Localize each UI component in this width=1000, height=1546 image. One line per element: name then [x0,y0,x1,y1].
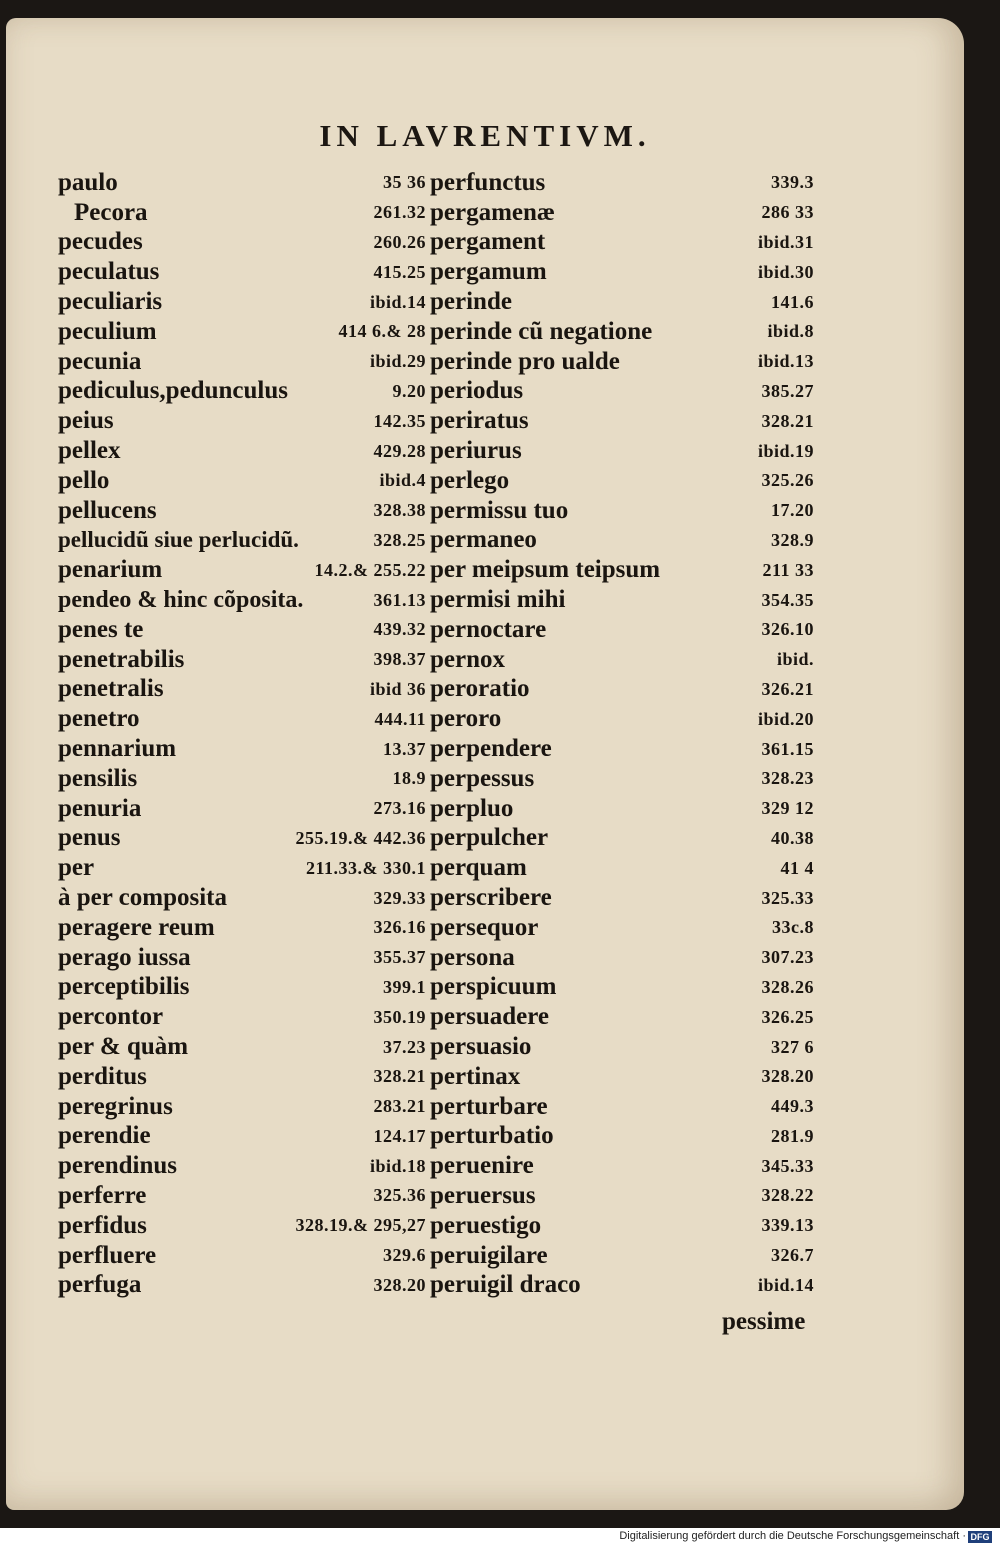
page-reference: 339.3 [771,172,814,193]
index-term: permaneo [430,526,537,554]
index-entry [58,764,426,794]
index-term: penuria [58,794,142,822]
index-term: periratus [430,407,529,435]
page-reference: 326.16 [373,917,426,938]
index-entry [58,168,426,198]
index-entry [430,1032,814,1062]
index-entry [430,168,814,198]
index-entry [58,1181,426,1211]
index-entry [430,1002,814,1032]
index-term: peruenire [430,1152,534,1180]
page-reference: 325.26 [761,470,814,491]
index-term: perturbatio [430,1122,554,1150]
index-entry [430,973,814,1003]
index-term: penarium [58,556,163,584]
index-entry [58,526,426,556]
index-term: perago iussa [58,943,191,971]
page-reference: 350.19 [373,1006,426,1027]
index-term: perendie [58,1122,151,1150]
index-entry [58,1241,426,1271]
page-reference: 328.20 [761,1066,814,1087]
page-reference: ibid.14 [757,1274,814,1295]
page-reference: 17.20 [771,500,814,521]
left-index-column [58,168,426,1300]
index-entry [58,377,426,407]
index-term: peculatus [58,258,160,286]
index-entry [430,1181,814,1211]
page-reference: 414 6.& 28 [338,321,426,342]
index-entry [430,645,814,675]
index-entry [430,764,814,794]
page-reference: 398.37 [373,649,426,670]
index-term: perfunctus [430,168,546,196]
page-reference: ibid.19 [757,440,814,461]
index-term: perinde [430,288,512,316]
index-entry [58,406,426,436]
index-term: per [58,854,95,882]
page-reference: 255.19.& 442.36 [295,827,426,848]
index-term: peculiaris [58,288,163,316]
index-term: perditus [58,1062,147,1090]
index-entry [430,287,814,317]
index-entry [430,913,814,943]
index-entry [430,943,814,973]
index-entry [58,853,426,883]
page-reference: 328.19.& 295,27 [295,1215,426,1236]
index-term: peragere reum [58,913,215,941]
index-entry [58,1211,426,1241]
index-entry [58,943,426,973]
index-entry [430,466,814,496]
index-term: persona [430,943,515,971]
page-reference: 449.3 [771,1096,814,1117]
index-term: peculium [58,317,157,345]
index-entry [58,1122,426,1152]
index-entry [430,347,814,377]
index-term: perturbare [430,1092,548,1120]
index-entry [430,853,814,883]
page-reference: 286 33 [761,202,814,223]
page-reference: ibid.8 [767,321,814,342]
index-term: perpulcher [430,824,549,852]
index-term: perceptibilis [58,973,190,1001]
index-term: penes te [58,615,144,643]
index-term: pernoctare [430,615,547,643]
page-reference: 361.15 [761,738,814,759]
index-term: perinde cũ negatione [430,317,653,345]
index-entry [430,526,814,556]
index-entry [58,1002,426,1032]
index-term: perferre [58,1181,147,1209]
index-entry [430,1151,814,1181]
index-term: perfuga [58,1271,142,1299]
page-reference: 329.6 [383,1245,426,1266]
page-reference: 399.1 [383,976,426,997]
index-term: permissu tuo [430,496,569,524]
index-term: persuadere [430,1003,549,1031]
index-term: periodus [430,377,524,405]
index-term: pendeo & hinc cõposita. [58,586,304,613]
page-reference: 41 4 [780,857,814,878]
page-reference: 141.6 [771,291,814,312]
index-entry [430,1092,814,1122]
index-entry [430,377,814,407]
index-entry [58,466,426,496]
index-term: pergamenæ [430,198,555,226]
page-reference: 355.37 [373,947,426,968]
index-entry [430,406,814,436]
book-page [6,18,964,1510]
page-reference: ibid 36 [369,678,426,699]
page-reference: ibid.30 [757,261,814,282]
index-term: perlego [430,466,510,494]
index-term: pergament [430,228,546,256]
index-entry [58,645,426,675]
index-entry [58,675,426,705]
index-term: persuasio [430,1033,532,1060]
index-term: pecunia [58,347,142,375]
index-term: pernox [430,645,505,673]
index-entry [430,1241,814,1271]
page-reference: ibid.31 [757,231,814,252]
index-entry [430,824,814,854]
index-entry [58,436,426,466]
catchword: pessime [722,1308,806,1335]
index-entry [58,1270,426,1300]
index-term: pellex [58,437,121,465]
index-term: pennarium [58,735,177,763]
index-entry [430,794,814,824]
page-reference: 354.35 [761,589,814,610]
page-reference: 326.25 [761,1006,814,1027]
index-term: pellucens [58,496,157,524]
index-entry [58,794,426,824]
index-entry [58,1151,426,1181]
page-reference: 361.13 [373,589,426,610]
index-entry [58,1092,426,1122]
index-term: peruigilare [430,1241,548,1269]
index-term: Pecora [74,198,148,226]
page-reference: ibid.18 [369,1155,426,1176]
index-term: per & quàm [58,1033,189,1060]
index-term: pertinax [430,1062,521,1090]
index-term: perfidus [58,1211,147,1239]
index-term: pecudes [58,228,143,256]
right-index-column [430,168,814,1300]
page-reference: 307.23 [761,947,814,968]
index-entry [430,228,814,258]
index-entry [58,555,426,585]
index-entry [430,436,814,466]
index-term: pellucidũ siue perlucidũ. [58,527,299,553]
index-entry [430,198,814,228]
page-reference: 444.11 [374,708,426,729]
index-entry [430,883,814,913]
page-reference: 13.37 [383,738,426,759]
index-entry [58,317,426,347]
index-term: peregrinus [58,1092,173,1120]
index-term: persequor [430,913,539,941]
page-reference: ibid.29 [369,351,426,372]
page-reference: 325.33 [761,887,814,908]
page-reference: ibid.13 [757,351,814,372]
index-term: perpluo [430,794,514,822]
page-reference: 385.27 [761,380,814,401]
page-reference: 211.33.& 330.1 [305,857,426,878]
index-entry [58,1032,426,1062]
page-reference: 37.23 [383,1036,426,1057]
page-reference: 283.21 [373,1096,426,1117]
page-reference: 327 6 [771,1036,814,1057]
page-reference: ibid.14 [369,291,426,312]
index-term: per meipsum teipsum [430,556,661,584]
index-entry [58,734,426,764]
index-entry [430,675,814,705]
index-entry [430,1270,814,1300]
page-reference: 329 12 [761,798,814,819]
index-entry [430,1211,814,1241]
index-term: peruestigo [430,1211,542,1239]
index-term: penetralis [58,675,164,703]
index-term: penetro [58,705,140,733]
index-entry [58,824,426,854]
page-reference: 326.21 [761,678,814,699]
page-reference: ibid.20 [757,708,814,729]
page-reference: 439.32 [373,619,426,640]
index-term: percontor [58,1003,164,1031]
index-entry [58,913,426,943]
index-term: pensilis [58,764,138,792]
page-reference: 345.33 [761,1155,814,1176]
index-entry [430,496,814,526]
index-term: perspicuum [430,973,557,1001]
page-reference: 33c.8 [772,917,814,938]
index-entry [430,734,814,764]
page-reference: 124.17 [373,1125,426,1146]
page-reference: 329.33 [373,887,426,908]
index-entry [58,973,426,1003]
index-term: penetrabilis [58,645,185,673]
index-term: perinde pro ualde [430,347,620,375]
page-reference: 429.28 [373,440,426,461]
dfg-logo: DFG [968,1531,992,1543]
page-reference: 328.25 [373,529,426,550]
index-term: peroro [430,705,502,733]
page-reference: ibid. [776,649,814,670]
index-entry [430,585,814,615]
index-entry [58,704,426,734]
page-reference: 326.10 [761,619,814,640]
page-reference: 9.20 [392,380,426,401]
index-term: periurus [430,437,522,465]
index-entry [58,198,426,228]
page-reference: 281.9 [771,1125,814,1146]
index-entry [430,257,814,287]
index-entry [58,347,426,377]
index-term: perpessus [430,764,535,792]
page-reference: 211 33 [762,559,814,580]
index-entry [58,496,426,526]
page-reference: 328.26 [761,976,814,997]
index-entry [430,555,814,585]
index-term: penus [58,824,121,852]
page-reference: 325.36 [373,1185,426,1206]
index-entry [430,1122,814,1152]
page-reference: 328.21 [373,1066,426,1087]
page-reference: 40.38 [771,827,814,848]
page-reference: 328.21 [761,410,814,431]
page-reference: 328.9 [771,529,814,550]
index-term: perendinus [58,1152,178,1180]
page-reference: 339.13 [761,1215,814,1236]
index-term: peruigil draco [430,1271,581,1299]
index-entry [58,257,426,287]
page-reference: 260.26 [373,231,426,252]
page-reference: 415.25 [373,261,426,282]
index-term: paulo [58,168,118,196]
page-title: IN LAVRENTIVM. [319,118,651,153]
index-term: peroratio [430,675,530,703]
index-term: pello [58,466,110,494]
index-entry [58,287,426,317]
index-term: peius [58,407,114,435]
page-reference: 261.32 [373,202,426,223]
index-term: peruersus [430,1181,536,1209]
index-entry [430,615,814,645]
index-term: perpendere [430,735,552,763]
index-entry [58,585,426,615]
page-reference: 18.9 [392,768,426,789]
index-entry [58,615,426,645]
index-term: permisi mihi [430,586,566,614]
page-reference: 328.20 [373,1274,426,1295]
index-entry [430,704,814,734]
page-reference: 35 36 [383,172,426,193]
page-reference: 328.23 [761,768,814,789]
index-entry [430,1062,814,1092]
index-term: à per composita [58,884,227,912]
page-reference: 142.35 [373,410,426,431]
index-term: perfluere [58,1241,157,1269]
page-reference: 273.16 [373,798,426,819]
page-reference: ibid.4 [379,470,426,491]
index-entry [58,1062,426,1092]
index-term: perquam [430,854,527,882]
index-entry [430,317,814,347]
index-term: perscribere [430,884,552,912]
page-reference: 328.38 [373,500,426,521]
page-reference: 14.2.& 255.22 [314,559,426,580]
page-reference: 328.22 [761,1185,814,1206]
funding-credit: Digitalisierung gefördert durch die Deutsche Forschungsgemeinschaft · [619,1530,966,1542]
index-entry [58,228,426,258]
index-entry [58,883,426,913]
index-term: pergamum [430,258,547,286]
page-reference: 326.7 [771,1245,814,1266]
index-term: pediculus,pedunculus [58,377,288,405]
